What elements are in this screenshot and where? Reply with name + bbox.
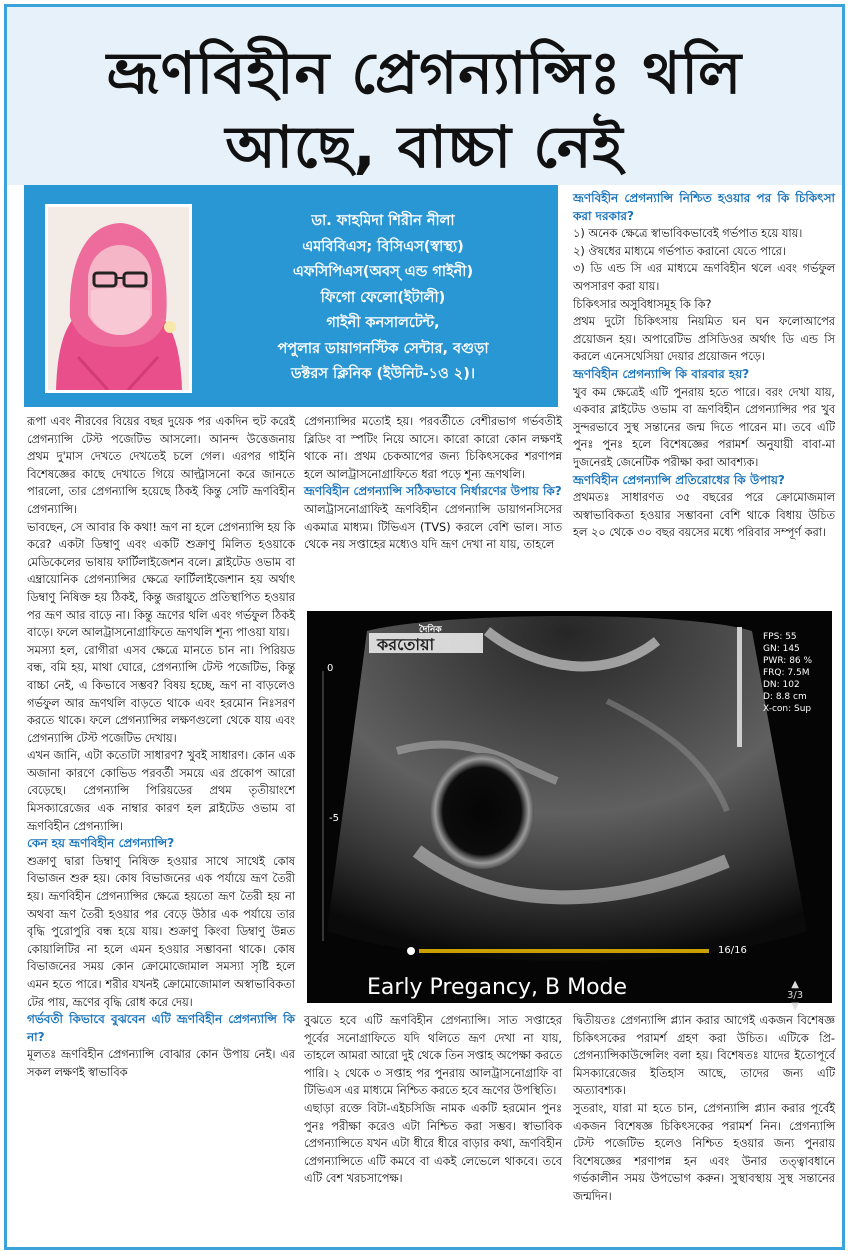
paragraph: ৩) ডি এন্ড সি এর মাধ্যমে ভ্রূণবিহীন থলে এবং গর্ভফুল অপসারণ করা যায়। [573,262,835,293]
readout-frq: FRQ: 7.5M [763,668,810,678]
paragraph: প্রথমতঃ সাধারণত ৩৫ বছরের পরে ক্রোমোজমাল অস্বাভাবিকতা হওয়ার সম্ভাবনা বেশি থাকে বিধায় উচিত হল ২০ থেকে ৩০ বছর বয়সের মধ্যে পরিবার সম্পূর্ণ করা। [573,491,835,540]
author-line: গাইনী কনসালটেন্ট, [326,315,440,331]
depth-value: 3/3 [787,990,804,1001]
column-middle [304,413,562,554]
author-box [24,185,558,407]
title-band [7,7,842,185]
paragraph: সুতরাং, যারা মা হতে চান, প্রেগন্যান্সি প্ল্যান করার পূর্বেই একজন বিশেষজ্ঞ চিকিৎসকের পরামর্শ নিন। প্রেগন্যান্সি টেস্ট পজেটিভ হলেও নিশ্চিত হওয়ার জন্য পুনরায় বিশেষজ্ঞের শরণাপন্ন হন এবং উনার তত্ত্বাবধানে গর্ভকালীন সময় উপভোগ করুন। সুস্থাবস্থায় সুস্থ সন্তানের জন্মদিন। [573,1101,835,1203]
paragraph: মূলতঃ ভ্রূণবিহীন প্রেগন্যান্সি বোঝার কোন উপায় নেই। এর সকল লক্ষণই স্বাভাবিক [27,1048,295,1079]
author-line: এফসিপিএস(অবস্ এন্ড গাইনী) [292,264,474,280]
paragraph: প্রেগন্যান্সির মতোই হয়। পরবর্তীতে বেশীরভাগ গর্ভবতীই ব্লিডিং বা স্পটিং নিয়ে আসে। কারো কারো কোন লক্ষণই থাকে না। প্রথম চেকআপের জন্য চিকিৎসকের শরণাপন্ন হলে আলট্রাসনোগ্রাফিতে ধরা পড়ে শূন্য ভ্রূণথলি। [304,415,562,481]
paragraph: খুব কম ক্ষেত্রেই এটি পুনরায় হতে পারে। বরং দেখা যায়, একবার ব্লাইটেড ওভাম বা ভ্রূণবিহীন প্রেগন্যান্সির পর খুব সুন্দরভাবে সুস্থ সন্তানের জন্ম দিতে পারেন মা। তবে এটি পুনঃ পুনঃ হলে বিশেষজ্ঞের পরামর্শ অনুযায়ী বাবা-মা দুজনেরই জেনেটিক পরীক্ষা করা আবশ্যক। [573,385,835,469]
column-left [27,413,295,1082]
author-portrait-image [48,207,189,390]
section-heading: গর্ভবতী কিভাবে বুঝবেন এটি ভ্রূণবিহীন প্রেগন্যান্সি কি না? [27,1012,295,1044]
headline-line-1: ভ্রূণবিহীন প্রেগন্যান্সিঃ থলি [106,39,743,107]
author-line: এমবিবিএস; বিসিএস(স্বাস্থ্য) [302,238,464,255]
author-line: পপুলার ডায়াগনস্টিক সেন্টার, বগুড়া [277,340,489,357]
publication-logo [361,621,489,655]
ultrasound-image [307,611,832,1003]
section-heading: ভ্রূণবিহীন প্রেগন্যান্সি সঠিকভাবে নির্ধারণের উপায় কি? [304,484,562,499]
paragraph: এখন জানি, এটা কতোটা সাধারণ? খুবই সাধারণ। কোন এক অজানা কারণে কোভিড পরবর্তী সময়ে এর প্রকোপ আরো বেড়েছে। প্রেগন্যান্সি পিরিয়ডের প্রথম তৃতীয়াংশে মিসক্যারেজের এক নাম্বার কারণ হল ব্লাইটেড ওভাম বা ভ্রূণবিহীন প্রেগন্যান্সি। [27,749,295,833]
readout-dn: DN: 102 [763,680,800,690]
depth-down-icon: ▼ [791,1001,799,1012]
paragraph: রূপা এবং নীরবের বিয়ের বছর দুয়েক পর একদিন হুট করেই প্রেগন্যান্সি টেস্ট পজেটিভ আসলো। আনন্দ উত্তেজনায় প্রথম দু'মাস দেখতে দেখতেই চলে গেল। এরপর গাইনি বিশেষজ্ঞের কাছে দেখাতে গিয়ে আল্ট্রাসনো করে জানতে পারলো, তার প্রেগন্যান্সি হয়েছে ঠিকই কিন্তু সেটি ভ্রূণবিহীন প্রেগন্যান্সি। [27,415,295,516]
paragraph: বুঝতে হবে এটি ভ্রূণবিহীন প্রেগন্যান্সি। সাত সপ্তাহের পূর্বের সনোগ্রাফিতে যদি থলিতে ভ্রূণ দেখা না যায়, তাহলে আমরা আরো দুই থেকে তিন সপ্তাহ অপেক্ষা করতে পারি। ২ থেকে ৩ সপ্তাহ পর পুনরায় আলট্রাসনোগ্রাফি বা টিভিএস এর মাধ্যমে নিশ্চিত করতে হবে ভ্রূণের উপস্থিতি। [304,1014,562,1098]
author-line: ডা. ফাহমিদা শিরীন নীলা [311,213,455,229]
ultrasound-scan [307,611,832,1003]
readout-gn: GN: 145 [763,644,800,654]
paragraph: শুক্রাণু দ্বারা ডিম্বাণু নিষিক্ত হওয়ার সাথে সাথেই কোষ বিভাজন শুরু হয়। কোষ বিভাজনের এক পর্যায়ে ভ্রূণ তৈরী হয়। ভ্রূণবিহীন প্রেগন্যান্সির ক্ষেত্রে হয়তো ভ্রূণ তৈরী হয় না অথবা ভ্রূণ তৈরী হওয়ার পর বেড়ে উঠার এক পর্যায়ে তার বৃদ্ধি পুরোপুরি বন্ধ হয়ে যায়। শুক্রাণু কিংবা ডিম্বাণু উন্নত কোয়ালিটির না হলে এমন হওয়ার সম্ভাবনা থাকে। কোষ বিভাজনের সময় কোন ক্রোমোজোমাল সমস্যা সৃষ্টি হলে এমন হতে পারে। শরীর যখনই ক্রোমোজোমাল অস্বাভাবিকতা টের পায়, ভ্রূণের বৃদ্ধি রোধ করে দেয়। [27,854,295,1009]
ultrasound-caption: Early Pregancy, B Mode [367,975,628,1000]
depth-counter [787,979,803,1012]
readout-xcon: X-con: Sup [763,704,812,714]
paragraph: ভাবছেন, সে আবার কি কথা! ভ্রূণ না হলে প্রেগন্যান্সি হয় কি করে? একটা ডিম্বাণু এবং একটি শুক্রাণু মিলিত হওয়াকে মেডিকেলের ভাষায় ফার্টিলাইজেশন বলে। ব্লাইটেড ওভাম বা এম্ব্রায়োনিক প্রেগন্যান্সির ক্ষেত্রে ফার্টিলাইজেশান হয় অর্থাৎ ডিম্বাণু নিষিক্ত হয় ঠিকই, কিন্তু জরায়ুতে প্রতিস্থাপিত হওয়ার পর ভ্রূণ আর বাড়ে না। কিন্তু ভ্রূণের থলি এবং গর্ভফুল ঠিকই বাড়ে। ফলে আলট্রাসনোগ্রাফিতে ভ্রূণথলি শূন্য পাওয়া যায়। [27,520,295,640]
author-photo [45,204,192,393]
frame-counter: 16/16 [718,945,747,956]
author-line: ফিগো ফেলো(ইটালী) [320,289,446,306]
paragraph: চিকিৎসার অসুবিধাসমূহ কি কি? [573,297,712,311]
column-bottom-middle [304,1012,562,1188]
readout-fps: FPS: 55 [763,632,797,642]
headline-line-2: আছে, বাচ্চা নেই [225,113,624,181]
section-heading: ভ্রূণবিহীন প্রেগন্যান্সি কি বারবার হয়? [573,366,750,381]
section-heading: ভ্রূণবিহীন প্রেগন্যান্সি প্রতিরোধের কি উপায়? [573,472,785,487]
scale-label-5: -5 [329,813,339,824]
scale-label-0: 0 [327,663,334,674]
section-heading: কেন হয় ভ্রূণবিহীন প্রেগন্যান্সি? [27,836,175,851]
logo-big-text: করতোয়া [377,635,435,654]
paragraph: এছাড়া রক্তে বিটা-এইচসিজি নামক একটি হরমোন পুনঃ পুনঃ পরীক্ষা করেও এটা নিশ্চিত করা সম্ভব। স্বাভাবিক প্রেগন্যান্সিতে যখন এটা ধীরে ধীরে বাড়ার কথা, ভ্রূণবিহীন প্রেগন্যান্সিতে এটি কমবে বা একই লেভেলে থাকবে। তবে এটি বেশ খরচসাপেক্ষ। [304,1101,562,1186]
paragraph: ২) ঔষধের মাধ্যমে গর্ভপাত করানো যেতে পারে। [573,244,786,258]
paragraph: প্রথম দুটো চিকিৎসায় নিয়মিত ঘন ঘন ফলোআপের প্রয়োজন হয়। অপারেটিভ প্রসিডিওর অর্থাৎ ডি এন্ড সি করলে এনেসথেসিয়া দেয়ার প্রয়োজন পড়ে। [573,315,835,364]
paragraph: সমস্যা হল, রোগীরা এসব ক্ষেত্রে মানতে চান না। পিরিয়ড বন্ধ, বমি হয়, মাথা ঘোরে, প্রেগন্যান্সি টেস্ট পজেটিভ, কিন্তু বাচ্চা নেই, এ কিভাবে সম্ভব? বিষয় হচ্ছে, ভ্রূণ না বাড়লেও গর্ভফুল আর ভ্রূণথলি বাড়তে থাকে এবং হরমোন নিঃসরণ করতে থাকে। ফলে প্রেগন্যান্সির লক্ষণগুলো থেকে যায় এবং প্রেগন্যান্সি টেস্ট পজেটিভ দেখায়। [27,643,295,745]
column-right-top [573,190,835,542]
depth-up-icon: ▲ [791,979,799,990]
readout-pwr: PWR: 86 % [763,656,813,666]
logo-graphic [361,621,489,655]
paragraph: দ্বিতীয়তঃ প্রেগন্যান্সি প্ল্যান করার আগেই একজন বিশেষজ্ঞ চিকিৎসকের পরামর্শ গ্রহণ করা উচিত। এটিকে প্রি-প্রেগন্যান্সিকাউন্সেলিং বলা হয়। বিশেষতঃ যাদের ইতোপূর্বে মিসক্যারেজের ইতিহাস আছে, তাদের জন্য এটি অত্যাবশ্যক। [573,1014,835,1098]
newspaper-page [4,4,845,1250]
paragraph: আলট্রাসনোগ্রাফিই ভ্রূণবিহীন প্রেগন্যান্সি ডায়াগনসিসের একমাত্র মাধ্যম। টিভিএস (TVS) করলে বেশি ভাল। সাত থেকে নয় সপ্তাহের মধ্যেও যদি ভ্রূণ দেখা না যায়, তাহলে [304,502,562,552]
ultrasound-readouts [763,631,812,715]
author-line: ডক্টরস ক্লিনিক (ইউনিট-১ও ২)। [290,366,476,382]
readout-d: D: 8.8 cm [763,692,807,702]
author-credentials [217,209,549,388]
column-bottom-right [573,1012,835,1206]
section-heading: ভ্রূণবিহীন প্রেগন্যান্সি নিশ্চিত হওয়ার পর কি চিকিৎসা করা দরকার? [573,191,835,223]
paragraph: ১) অনেক ক্ষেত্রে স্বাভাবিকভাবেই গর্ভপাত হয়ে যায়। [573,227,803,241]
logo-small-text: দৈনিক [419,625,442,635]
